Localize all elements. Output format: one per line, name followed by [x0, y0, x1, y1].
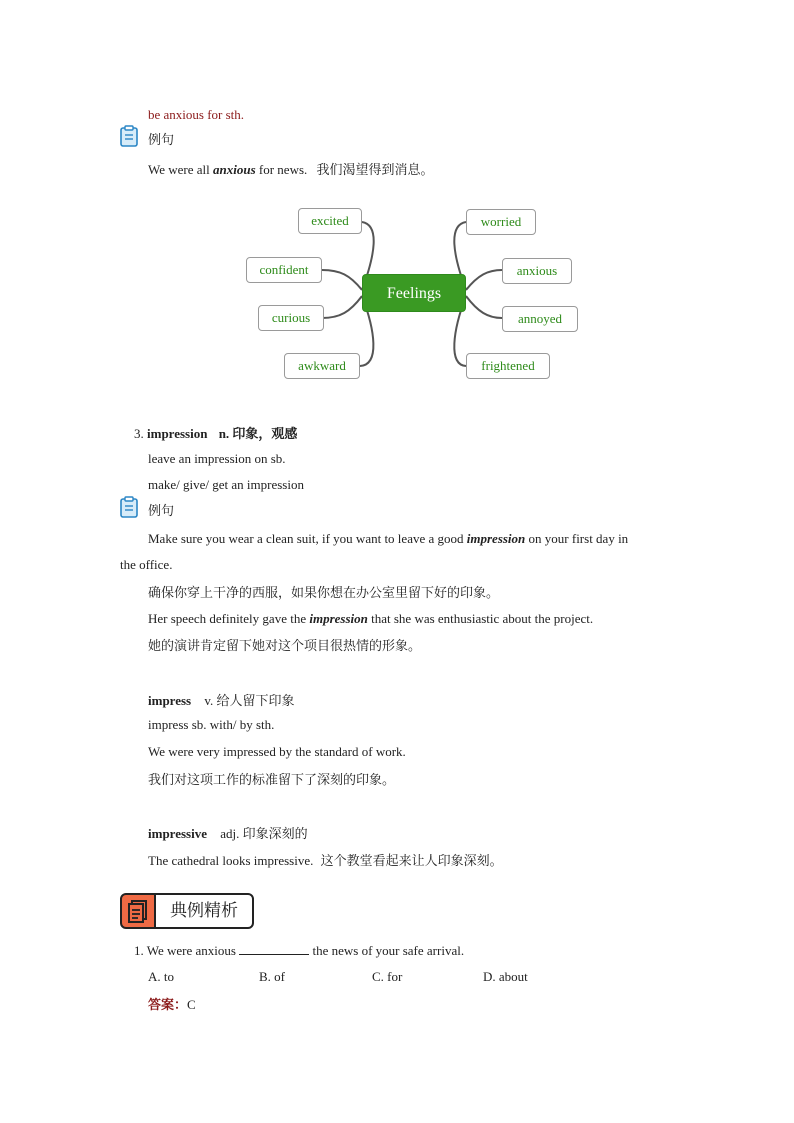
example-keyword: impression: [466, 531, 526, 546]
clipboard-icon: [120, 125, 138, 147]
mindmap-node: awkward: [284, 353, 360, 379]
mindmap-node: excited: [298, 208, 362, 234]
answer-label: 答案：: [148, 998, 188, 1013]
mindmap-node: annoyed: [502, 306, 578, 332]
headword-meaning: 印象，观感: [232, 427, 298, 442]
part-of-speech: adj.: [220, 826, 240, 841]
example-text: The cathedral looks impressive.: [148, 853, 314, 868]
anxious-phrase: be anxious for sth.: [148, 107, 245, 122]
headword-meaning: 给人留下印象: [216, 694, 295, 709]
headword: impress: [148, 693, 192, 708]
headword: impression: [147, 426, 208, 441]
impression-phrase-1: leave an impression on sb.: [148, 451, 286, 466]
impression-example-1-cont: the office.: [120, 557, 173, 572]
question-number: 1.: [134, 943, 144, 958]
impress-phrase: impress sb. with/ by sth.: [148, 717, 275, 732]
section-title: 典例精析: [154, 893, 254, 929]
example-text: that she was enthusiastic about the project.: [367, 611, 594, 626]
example-text: Make sure you wear a clean suit, if you want to leave a good: [148, 531, 467, 546]
document-icon: [120, 893, 156, 929]
question: [134, 942, 464, 959]
example-keyword: anxious: [213, 162, 256, 177]
impressive-example: [148, 850, 503, 869]
part-of-speech: v.: [204, 693, 214, 708]
example-text: Her speech definitely gave the: [148, 611, 310, 626]
anxious-example: [148, 159, 434, 178]
impression-example-2-translation: 她的演讲肯定留下她对这个项目很热情的形象。: [148, 639, 422, 654]
impression-phrase-2: make/ give/ get an impression: [148, 477, 304, 492]
part-of-speech: n.: [218, 426, 230, 441]
impression-example-1: [148, 531, 628, 547]
example-translation: 我们渴望得到消息。: [316, 163, 434, 178]
answer-line: [148, 994, 196, 1013]
impress-example-translation: 我们对这项工作的标准留下了深刻的印象。: [148, 773, 396, 788]
impressive-heading: [148, 823, 308, 842]
impression-example-2: [148, 611, 593, 627]
item-number: 3.: [134, 426, 144, 441]
option-a: A. to: [148, 969, 174, 984]
mindmap-node: worried: [466, 209, 536, 235]
mindmap-node: curious: [258, 305, 324, 331]
example-text: for news.: [255, 162, 308, 177]
question-text: We were anxious: [146, 943, 240, 958]
impression-example-1-translation: 确保你穿上干净的西服，如果你想在办公室里留下好的印象。: [148, 586, 500, 601]
question-text: the news of your safe arrival.: [309, 943, 465, 958]
mindmap-node: anxious: [502, 258, 572, 284]
mindmap-center-node: Feelings: [362, 274, 466, 312]
example-text: on your first day in: [525, 531, 629, 546]
option-d: D. about: [483, 969, 528, 984]
example-text: We were all: [148, 162, 213, 177]
clipboard-icon: [120, 496, 138, 518]
example-label: 例句: [148, 504, 175, 519]
impress-example: We were very impressed by the standard of work.: [148, 744, 406, 759]
impression-heading: [134, 423, 297, 442]
headword: impressive: [148, 826, 207, 841]
example-keyword: impression: [309, 611, 368, 626]
option-b: B. of: [259, 969, 285, 984]
section-banner: [120, 893, 254, 929]
impress-heading: [148, 690, 295, 709]
headword-meaning: 印象深刻的: [242, 827, 308, 842]
answer-blank: [239, 942, 309, 955]
answer-value: C: [187, 997, 196, 1012]
example-label: 例句: [148, 133, 175, 148]
option-c: C. for: [372, 969, 403, 984]
example-translation: 这个教堂看起来让人印象深刻。: [320, 854, 503, 869]
mindmap-node: frightened: [466, 353, 550, 379]
feelings-mindmap: [240, 200, 590, 390]
mindmap-node: confident: [246, 257, 322, 283]
